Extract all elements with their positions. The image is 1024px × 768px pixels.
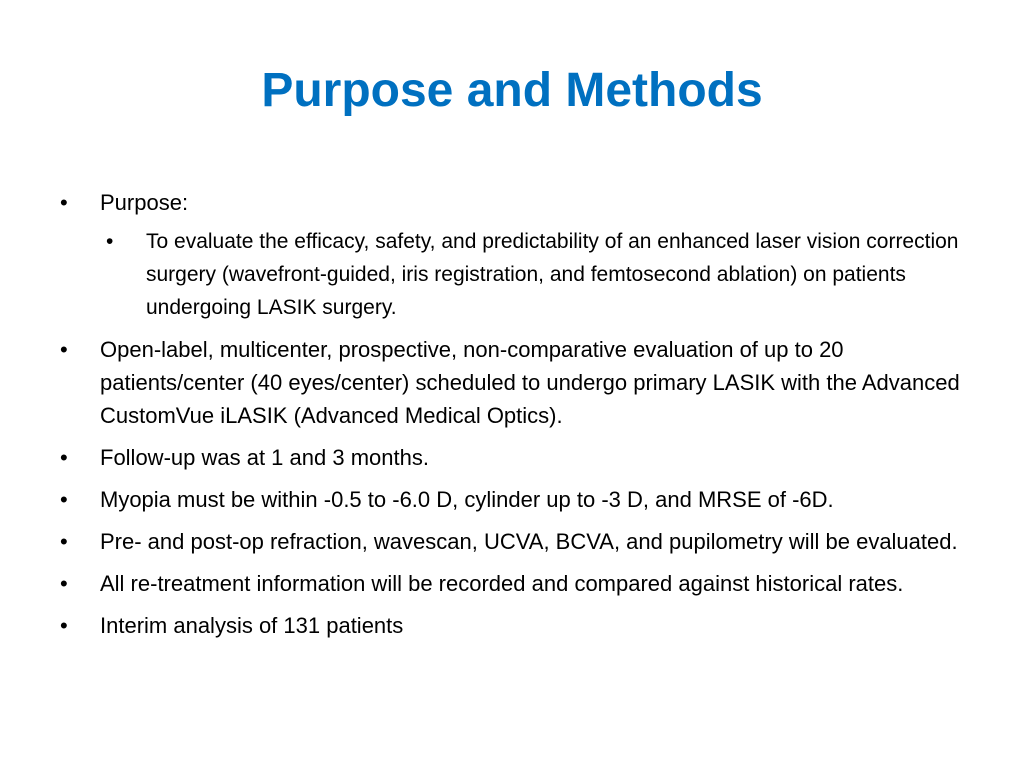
bullet-item-retreatment: • All re-treatment information will be recorded and compared against historical rates. xyxy=(60,567,990,600)
bullet-item-purpose xyxy=(60,186,990,324)
sub-bullet-list xyxy=(106,225,990,324)
bullet-list xyxy=(60,186,990,651)
bullet-text: Purpose: xyxy=(100,190,189,215)
bullet-item-interim-analysis: • Interim analysis of 131 patients xyxy=(60,609,990,642)
sub-bullet-item: • To evaluate the efficacy, safety, and predictability of an enhanced laser vision correction surgery (wavefront-guided, iris registration, and femtosecond ablation) on patients undergoing LASIK surgery. xyxy=(106,225,990,324)
bullet-item-study-design: • Open-label, multicenter, prospective, non-comparative evaluation of up to 20 patients/center (40 eyes/center) scheduled to undergo primary LASIK with the Advanced CustomVue iLASIK (Advanced Medical Optics). xyxy=(60,333,990,432)
bullet-item-myopia-criteria: • Myopia must be within -0.5 to -6.0 D, cylinder up to -3 D, and MRSE of -6D. xyxy=(60,483,990,516)
bullet-item-follow-up: • Follow-up was at 1 and 3 months. xyxy=(60,441,990,474)
slide-title: Purpose and Methods xyxy=(261,64,763,117)
bullet-item-evaluations: • Pre- and post-op refraction, wavescan, UCVA, BCVA, and pupilometry will be evaluated. xyxy=(60,525,990,558)
